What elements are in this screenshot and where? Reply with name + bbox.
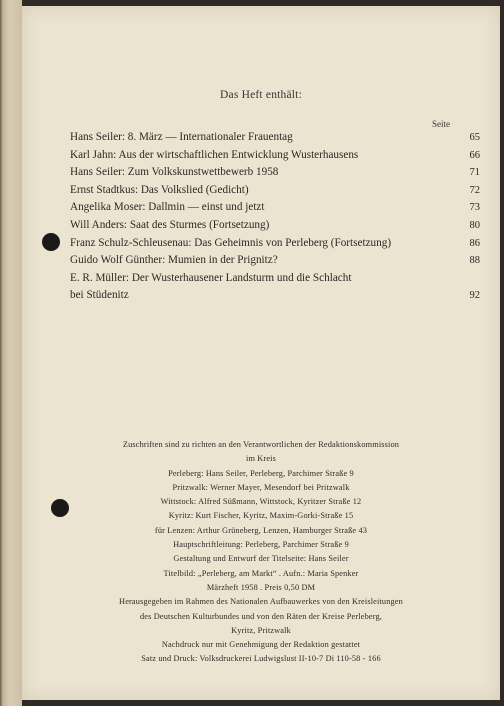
toc-entry	[70, 289, 480, 307]
toc-title: Guido Wolf Günther: Mumien in der Prignitz?	[70, 254, 278, 267]
imprint-line: Kyritz, Pritzwalk	[231, 625, 291, 635]
document-page	[22, 6, 500, 700]
imprint-line: Herausgegeben im Rahmen des Nationalen Aufbauwerkes von den Kreisleitungen	[119, 597, 403, 607]
toc-entry	[70, 254, 480, 272]
imprint-line: Hauptschriftleitung: Perleberg, Parchimer Straße 9	[173, 540, 349, 550]
toc-title: bei Stüdenitz	[70, 289, 129, 302]
punch-hole-top	[42, 233, 60, 251]
toc-entry	[70, 149, 480, 167]
toc-page: 71	[469, 167, 480, 179]
imprint-line: Satz und Druck: Volksdruckerei Ludwigslust II-10-7 Di 110-58 - 166	[141, 654, 381, 664]
toc-page: 92	[469, 290, 480, 302]
toc-title: Franz Schulz-Schleusenau: Das Geheimnis von Perleberg (Fortsetzung)	[70, 236, 392, 249]
toc-title: Karl Jahn: Aus der wirtschaftlichen Entwicklung Wusterhausens	[70, 148, 359, 161]
toc-entry	[70, 201, 480, 219]
toc-title: E. R. Müller: Der Wusterhausener Landsturm und die Schlacht	[70, 271, 352, 284]
toc-title: Ernst Stadtkus: Das Volkslied (Gedicht)	[70, 183, 249, 196]
imprint-line: Märzheft 1958 . Preis 0,50 DM	[206, 582, 316, 592]
toc-entry	[70, 237, 480, 255]
toc-page: 86	[469, 237, 480, 249]
toc-entry	[70, 131, 480, 149]
imprint-line: Gestaltung und Entwurf der Titelseite: Hans Seiler	[173, 554, 349, 564]
toc-entry	[70, 166, 480, 184]
toc-entry	[70, 272, 480, 290]
binding-edge	[0, 0, 22, 706]
imprint-line: für Lenzen: Arthur Grüneberg, Lenzen, Hamburger Straße 43	[154, 525, 368, 535]
toc-page: 72	[469, 184, 480, 196]
toc-page: 80	[469, 219, 480, 231]
imprint-line: Nachdruck nur mit Genehmigung der Redaktion gestattet	[161, 640, 361, 650]
imprint-line: des Deutschen Kulturbundes und von den Räten der Kreise Perleberg,	[140, 611, 382, 621]
imprint-block	[22, 438, 500, 667]
imprint-line: Titelbild: „Perleberg, am Markt“ . Aufn.: Maria Spenker	[163, 568, 359, 578]
toc-title: Hans Seiler: 8. März — Internationaler Frauentag	[70, 131, 293, 143]
imprint-line: Zuschriften sind zu richten an den Verantwortlichen der Redaktionskommission	[122, 440, 400, 449]
imprint-line: Wittstock: Alfred Süßmann, Wittstock, Kyritzer Straße 12	[160, 497, 362, 507]
page-column-label: Seite	[432, 119, 450, 129]
toc-title: Hans Seiler: Zum Volkskunstwettbewerb 1958	[70, 166, 279, 179]
imprint-line: im Kreis	[245, 454, 276, 464]
toc-title: Will Anders: Saat des Sturmes (Fortsetzung)	[70, 218, 270, 231]
toc-page: 73	[469, 202, 480, 214]
toc-page: 88	[469, 255, 480, 267]
imprint-line: Kyritz: Kurt Fischer, Kyritz, Maxim-Gorki-Straße 15	[168, 511, 354, 521]
imprint-line: Perleberg: Hans Seiler, Perleberg, Parchimer Straße 9	[168, 468, 354, 478]
table-of-contents	[70, 131, 480, 307]
toc-page: 65	[469, 132, 480, 143]
toc-page: 66	[469, 149, 480, 161]
contents-heading: Das Heft enthält:	[220, 89, 302, 101]
toc-title: Angelika Moser: Dallmin — einst und jetzt	[70, 201, 265, 214]
imprint-line: Pritzwalk: Werner Mayer, Mesendorf bei Pritzwalk	[172, 482, 350, 492]
toc-entry	[70, 184, 480, 202]
toc-entry	[70, 219, 480, 237]
